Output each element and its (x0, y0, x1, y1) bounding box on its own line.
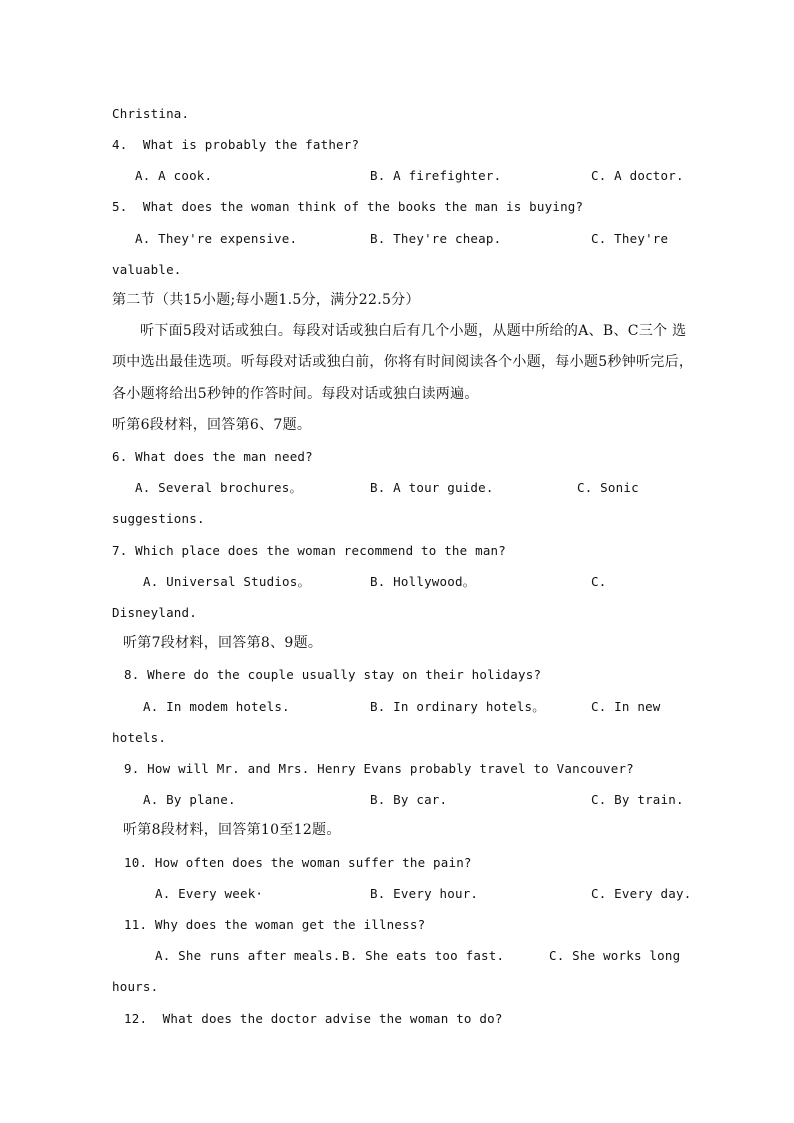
option-7b: B. Hollywood。 (370, 574, 476, 589)
option-11a: A. She runs after meals. (155, 948, 341, 963)
option-9a: A. By plane. (143, 792, 236, 807)
option-5a: A. They're expensive. (135, 231, 298, 246)
question-10: 10. How often does the woman suffer the pain? (124, 855, 472, 870)
option-5c-continued: valuable. (112, 262, 182, 277)
option-9c: C. By train. (591, 792, 684, 807)
option-10b: B. Every hour. (370, 886, 479, 901)
question-12: 12. What does the doctor advise the woman to do? (124, 1011, 503, 1026)
material-8-heading: 听第8段材料，回答第10至12题。 (123, 822, 341, 838)
question-11: 11. Why does the woman get the illness? (124, 917, 426, 932)
option-6a: A. Several brochures。 (135, 480, 303, 495)
option-11c-continued: hours. (112, 979, 159, 994)
option-7c-continued: Disneyland. (112, 605, 197, 620)
option-5b: B. They're cheap. (370, 231, 502, 246)
section-2-heading: 第二节（共15小题;每小题1.5分，满分22.5分） (112, 292, 420, 308)
option-4b: B. A firefighter. (370, 168, 502, 183)
question-7: 7. Which place does the woman recommend to the man? (112, 543, 507, 558)
option-4c: C. A doctor. (591, 168, 684, 183)
question-4: 4. What is probably the father? (112, 137, 360, 152)
option-6b: B. A tour guide. (370, 480, 494, 495)
option-8c-continued: hotels. (112, 730, 167, 745)
question-6: 6. What does the man need? (112, 449, 313, 464)
option-5c: C. They're (591, 231, 669, 246)
option-9b: B. By car. (370, 792, 448, 807)
instructions-line-1: 听下面5段对话或独白。每段对话或独白后有几个小题，从题中所给的A、B、C三个 选 (140, 323, 687, 339)
option-8c: C. In new (591, 699, 661, 714)
option-8b: B. In ordinary hotels。 (370, 699, 545, 714)
option-7c: C. (591, 574, 607, 589)
option-10a: A. Every week· (155, 886, 264, 901)
option-10c: C. Every day. (591, 886, 692, 901)
option-6c: C. Sonic (577, 480, 639, 495)
text-line: Christina. (112, 106, 190, 121)
option-7a: A. Universal Studios。 (143, 574, 311, 589)
material-7-heading: 听第7段材料，回答第8、9题。 (123, 635, 323, 651)
instructions-line-2: 项中选出最佳选项。听每段对话或独白前，你将有时间阅读各个小题，每小题5秒钟听完后， (112, 354, 694, 370)
material-6-heading: 听第6段材料，回答第6、7题。 (112, 417, 312, 433)
question-8: 8. Where do the couple usually stay on their holidays? (124, 667, 542, 682)
option-6c-continued: suggestions. (112, 511, 205, 526)
question-5: 5. What does the woman think of the books the man is buying? (112, 199, 584, 214)
option-11c: C. She works long (549, 948, 681, 963)
option-8a: A. In modem hotels. (143, 699, 290, 714)
option-11b: B. She eats too fast. (342, 948, 505, 963)
instructions-line-3: 各小题将给出5秒钟的作答时间。每段对话或独白读两遍。 (112, 386, 479, 402)
question-9: 9. How will Mr. and Mrs. Henry Evans probably travel to Vancouver? (124, 761, 634, 776)
option-4a: A. A cook. (135, 168, 213, 183)
